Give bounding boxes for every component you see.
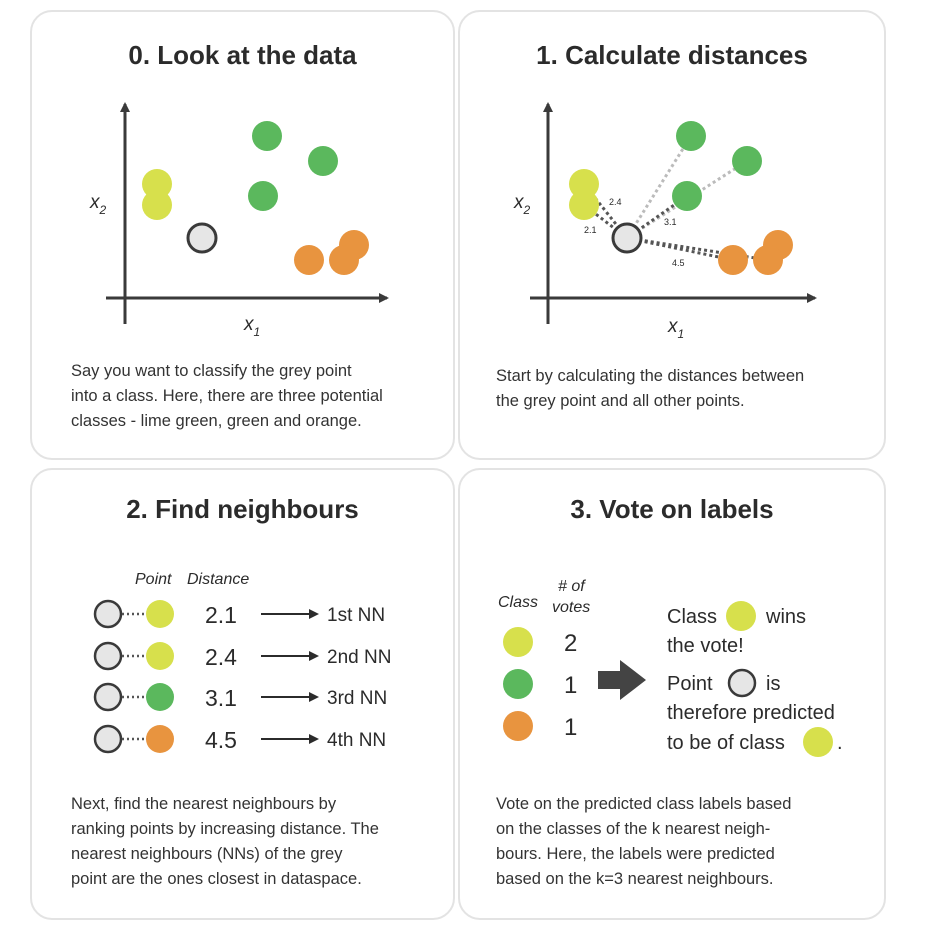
green-point — [252, 121, 282, 151]
panel-title: 1. Calculate distances — [536, 40, 808, 70]
neighbour-row — [95, 683, 387, 711]
description-line: bours. Here, the labels were predicted — [496, 845, 775, 863]
distance-plot — [460, 12, 888, 352]
lime-point-icon — [146, 600, 174, 628]
description-line: point are the ones closest in dataspace. — [71, 870, 362, 888]
rank-label: 1st NN — [327, 605, 386, 626]
description-line: Say you want to classify the grey point — [71, 362, 352, 380]
panel-find-neighbours — [30, 468, 455, 920]
grey-point-icon — [95, 726, 121, 752]
description-line: the grey point and all other points. — [496, 392, 745, 410]
result-text: wins — [766, 606, 807, 628]
panel-description — [496, 364, 804, 414]
result-text: the vote! — [667, 635, 744, 657]
description-line: Vote on the predicted class labels based — [496, 795, 792, 813]
panel-vote-on-labels — [458, 468, 886, 920]
distance-label: 4.5 — [672, 258, 685, 268]
description-line: Start by calculating the distances between — [496, 367, 805, 385]
panel-title: 3. Vote on labels — [570, 494, 774, 524]
panel-look-at-data — [30, 10, 455, 460]
rank-label: 4th NN — [327, 730, 387, 751]
orange-class-icon — [503, 711, 533, 741]
lime-class-icon — [726, 601, 756, 631]
panel-title: 2. Find neighbours — [126, 494, 359, 524]
description-line: into a class. Here, there are three potential — [71, 387, 383, 405]
grey-query-point — [613, 224, 641, 252]
distance-label: 3.1 — [664, 217, 677, 227]
panel-title: 0. Look at the data — [128, 40, 357, 70]
orange-point — [718, 245, 748, 275]
description-line: nearest neighbours (NNs) of the grey — [71, 845, 343, 863]
description-line: based on the k=3 nearest neighbours. — [496, 870, 774, 888]
y-axis-label: $x_2$ — [514, 192, 531, 217]
neighbour-row — [95, 600, 385, 628]
green-point — [248, 181, 278, 211]
column-header-votes: # of — [558, 578, 585, 595]
result-text: Point — [667, 673, 713, 695]
lime-point — [142, 190, 172, 220]
grey-point-icon — [95, 684, 121, 710]
green-point — [308, 146, 338, 176]
orange-point — [329, 245, 359, 275]
lime-class-icon — [803, 727, 833, 757]
distance-value: 3.1 — [205, 685, 237, 711]
description-line: on the classes of the k nearest neigh- — [496, 820, 771, 838]
description-line: Next, find the nearest neighbours by — [71, 795, 337, 813]
description-line: classes - lime green, green and orange. — [71, 412, 362, 430]
vote-count: 2 — [564, 630, 578, 657]
vote-count: 1 — [564, 714, 578, 741]
neighbour-table — [32, 470, 457, 770]
grey-point-icon — [95, 643, 121, 669]
neighbour-row — [95, 642, 391, 670]
lime-class-icon — [503, 627, 533, 657]
green-point — [732, 146, 762, 176]
result-text: is — [766, 673, 781, 695]
column-header-point: Point — [135, 571, 172, 588]
description-line: ranking points by increasing distance. The — [71, 820, 379, 838]
vote-table — [460, 470, 888, 770]
orange-point-icon — [146, 725, 174, 753]
distance-value: 2.1 — [205, 602, 237, 628]
distance-value: 4.5 — [205, 727, 237, 753]
grey-point-icon — [729, 670, 755, 696]
green-class-icon — [503, 669, 533, 699]
x-axis-label: $x_1$ — [668, 316, 685, 341]
green-point-icon — [146, 683, 174, 711]
panel-description — [71, 792, 379, 892]
scatter-plot — [32, 12, 457, 352]
vote-count: 1 — [564, 672, 578, 699]
panel-calculate-distances — [458, 10, 886, 460]
x-axis-label: $x_1$ — [244, 314, 261, 339]
lime-point-icon — [146, 642, 174, 670]
right-arrow-icon — [598, 660, 646, 700]
result-text: . — [837, 732, 843, 754]
orange-point — [753, 245, 783, 275]
green-point — [676, 121, 706, 151]
panel-description — [71, 359, 383, 434]
distance-label: 2.4 — [609, 197, 622, 207]
column-header-class: Class — [498, 594, 539, 611]
result-text: to be of class — [667, 732, 785, 754]
grey-query-point — [188, 224, 216, 252]
column-header-distance: Distance — [187, 571, 250, 588]
lime-point — [569, 190, 599, 220]
rank-label: 3rd NN — [327, 688, 388, 709]
green-point — [672, 181, 702, 211]
grey-point-icon — [95, 601, 121, 627]
orange-point — [294, 245, 324, 275]
panel-description — [496, 792, 791, 892]
neighbour-row — [95, 725, 386, 753]
distance-label: 2.1 — [584, 225, 597, 235]
rank-label: 2nd NN — [327, 647, 392, 668]
y-axis-label: $x_2$ — [90, 192, 107, 217]
result-text: therefore predicted — [667, 702, 835, 724]
column-header-votes: votes — [552, 599, 591, 616]
distance-value: 2.4 — [205, 644, 237, 670]
result-text: Class — [667, 606, 718, 628]
